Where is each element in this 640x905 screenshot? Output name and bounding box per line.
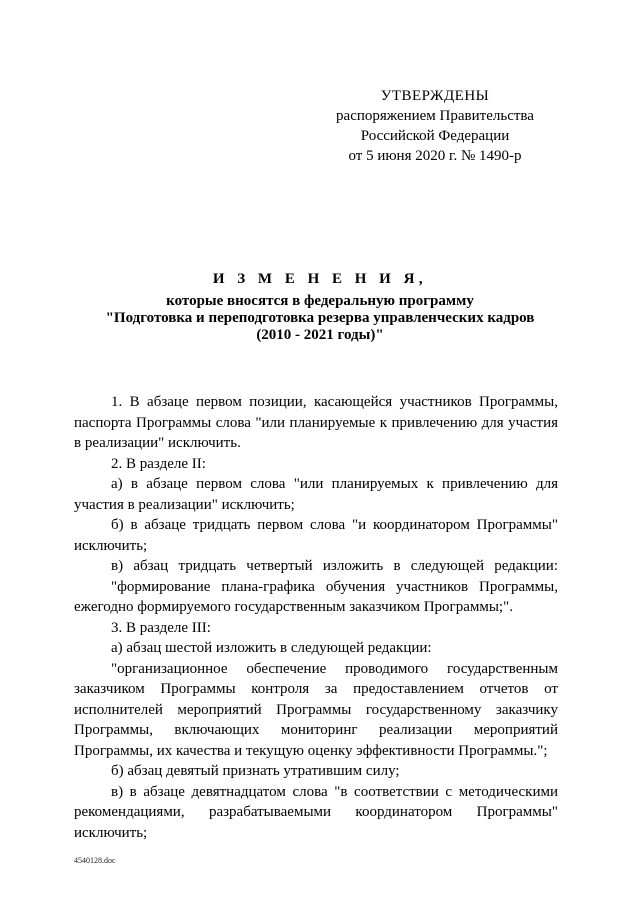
body-line: Программы, включающих мониторинг реализации мероприятий (74, 722, 558, 738)
heading-title: И З М Е Н Е Н И Я, (212, 271, 428, 287)
heading-line: которые вносятся в федеральную программу (166, 293, 474, 309)
heading-line: "Подготовка и переподготовка резерва управленческих кадров (105, 310, 535, 326)
body-line: в) в абзаце девятнадцатом слова "в соответствии с методическими (111, 783, 558, 800)
body-line: в реализации" исключить. (74, 435, 241, 451)
approval-title: УТВЕРЖДЕНЫ (380, 88, 490, 104)
heading-line: (2010 - 2021 годы)" (256, 327, 384, 343)
body-line: участия в реализации" исключить; (74, 496, 295, 513)
body-line: 1. В абзаце первом позиции, касающейся участников Программы, (111, 394, 558, 410)
body-line: 2. В разделе II: (111, 455, 206, 472)
body-line: ежегодно формируемого государственным заказчиком Программы;". (74, 599, 513, 615)
approval-line: Российской Федерации (360, 128, 510, 144)
body-line: в) абзац тридцать четвертый изложить в следующей редакции: (111, 558, 558, 574)
file-name-footer: 4540128.doc (74, 856, 116, 865)
body-line: б) в абзаце тридцать первом слова "и координатором Программы" (111, 517, 558, 533)
body-line: исключить; (74, 824, 148, 841)
body-line: а) абзац шестой изложить в следующей редакции: (111, 640, 432, 656)
body-line: 3. В разделе III: (111, 619, 211, 636)
body-line: "организационное обеспечение проводимого государственным (111, 660, 558, 677)
body-line: а) в абзаце первом слова "или планируемых к привлечению для (111, 476, 558, 492)
body-line: "формирование плана-графика обучения участников Программы, (111, 578, 558, 595)
body-line: исполнителей мероприятий Программы государственному заказчику (74, 701, 558, 718)
body-line: рекомендациями, разрабатываемыми координатором Программы" (74, 804, 558, 820)
body-line: б) абзац девятый признать утратившим силу; (111, 763, 400, 779)
body-line: паспорта Программы слова "или планируемые к привлечению для участия (74, 414, 558, 431)
document-body (74, 392, 558, 843)
body-line: исключить; (74, 537, 148, 554)
document-heading (60, 271, 580, 344)
approval-block (330, 86, 540, 166)
approval-line: от 5 июня 2020 г. № 1490-р (348, 148, 522, 164)
body-line: заказчиком Программы контроля за предоставлением отчетов от (74, 681, 558, 697)
body-line: Программы, их качества и текущую оценку эффективности Программы."; (74, 742, 548, 759)
approval-line: распоряжением Правительства (336, 108, 534, 124)
